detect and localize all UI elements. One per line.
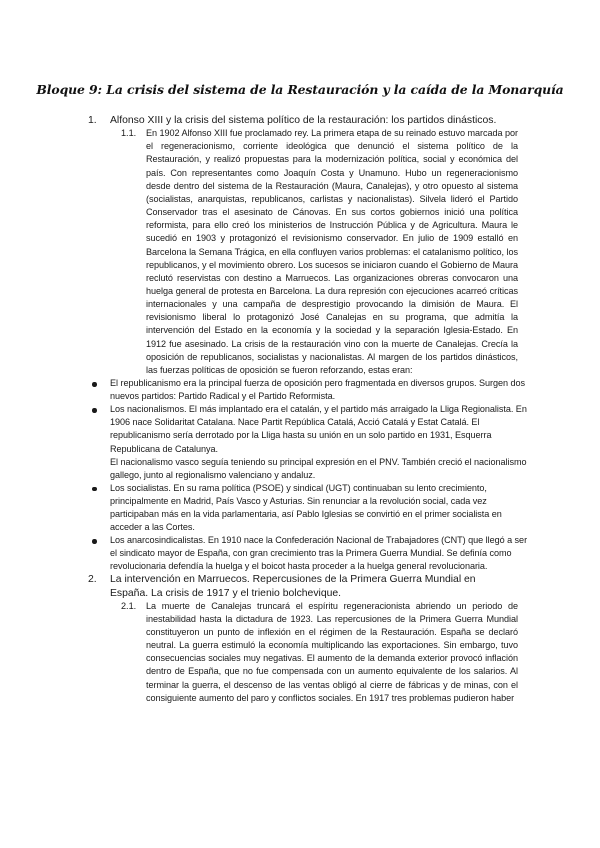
section-heading: Alfonso XIII y la crisis del sistema político de la restauración: los partidos dinásticos. [110, 115, 497, 126]
subsection-2-1 [0, 600, 600, 705]
section-number: 2. [88, 574, 97, 586]
list-item-extra-text: El nacionalismo vasco seguía teniendo su principal expresión en el PNV. También creció el nacionalismo gallego, junto al regionalismo valenciano y andaluz. [110, 456, 527, 480]
list-item [0, 534, 600, 573]
bullet-icon [92, 487, 97, 492]
section-heading: La intervención en Marruecos. Repercusiones de la Primera Guerra Mundial en España. La crisis de 1917 y el trienio bolchevique. [110, 574, 476, 599]
list-item-text: El republicanismo era la principal fuerza de oposición pero fragmentada en diversos grupos. Surgen dos nuevos partidos: Partido Radical y el Partido Reformista. [110, 378, 525, 402]
subsection-number: 1.1. [121, 128, 137, 139]
subsection-paragraph: En 1902 Alfonso XIII fue proclamado rey. La primera etapa de su reinado estuvo marcada por el regeneracionismo, corriente ideológica que denunció el sistema político de la Restauración, y realizó propuestas para la modernización política, social y económica del país. Con representantes como Joaquín Costa y Unamuno. Hubo un regeneracionismo desde dentro del sistema de la Restauración (Maura, Canalejas), y otro opuesto al sistema (socialistas, anarquistas, republicanos, carlistas y nacionalistas). Silvela lideró el Partido Conservador tras el asesinato de Cánovas. En sus cortos gobiernos inició una política reformista, para ello creó los ministerios de Instrucción Pública y de Agricultura. Maura le sucedió en 1903 y protagonizó el revisionismo conservador. En julio de 1909 estalló en Barcelona la Semana Trágica, en ella confluyen varios problemas: el catalanismo político, los republicanos, y el movimiento obrero. Los sucesos se iniciaron cuando el Gobierno de Maura reclutó reservistas con destino a Marruecos. Las organizaciones obreras convocaron una huelga general de protesta en Barcelona. La dura represión con ejecuciones acarreó críticas internacionales y una campaña de desprestigio provocando la dimisión de Maura. El revisionismo liberal lo protagonizó José Canalejas en su programa, que admitía la intervención del Estado en la economía y la sociedad y la separación Iglesia-Estado. En 1912 fue asesinado. La crisis de la restauración vino con la muerte de Canalejas. Crecía la oposición de republicanos, socialistas y nacionalistas. Al margen de los partidos dinásticos, las fuerzas políticas de oposición se fueron reforzando, estas eran: [146, 128, 518, 375]
list-item [0, 403, 600, 482]
section-number: 1. [88, 115, 97, 126]
list-item-text: Los socialistas. En su rama política (PSOE) y sindical (UGT) continuaban su lento crecimiento, principalmente en Madrid, País Vasco y Asturias. Sin renunciar a la revolución social, cada vez participaban más en la vida parlamentaria, así Pablo Iglesias se convirtió en el primer socialista en acceder a las Cortes. [110, 482, 502, 533]
subsection-paragraph: La muerte de Canalejas truncará el espíritu regeneracionista abriendo un periodo de inestabilidad hasta la dictadura de 1923. Las repercusiones de la Primera Guerra Mundial constituyeron un punto de inflexión en el régimen de la Restauración. España se declaró neutral. La guerra estimuló la economía multiplicando las exportaciones. Sin embargo, tuvo consecuencias sociales muy negativas. El aumento de la demanda exterior provocó inflación dentro de España, que no fue compensada con un aumento equivalente de los salarios. Al terminar la guerra, el descenso de las ventas obligó al cierre de fábricas y de minas, con el consiguiente aumento del paro y conflictos sociales. En 1917 tres problemas pudieron haber [146, 600, 518, 703]
bullet-icon [92, 539, 97, 544]
section-2 [0, 573, 600, 599]
subsection-1-1 [0, 127, 600, 377]
list-item [0, 377, 600, 403]
list-item-text: Los nacionalismos. El más implantado era el catalán, y el partido más arraigado la Lliga Regionalista. En 1906 nace Solidaritat Catalana. Nace Partit República Catalá, Acció Catalá y Estat Catalá. El republicanismo sería derrotado por la Lliga hasta su unión en un solo partido en 1931, Esquerra Republicana de Catalunya. [110, 404, 527, 454]
bullet-icon [92, 408, 97, 413]
list-item-text: Los anarcosindicalistas. En 1910 nace la Confederación Nacional de Trabajadores (CNT) que llegó a ser el sindicato mayor de España, con gran crecimiento tras la Primera Guerra Mundial. Se definía como revolucionaria defendía la huelga y el boicot hasta proceder a la huelga general revolucionaria. [110, 535, 528, 572]
opposition-forces-list [0, 377, 600, 573]
list-item [0, 482, 600, 534]
subsection-number: 2.1. [121, 600, 137, 611]
document-title: Bloque 9: La crisis del sistema de la Restauración y la caída de la Monarquía [36, 82, 564, 97]
section-1 [0, 114, 600, 127]
bullet-icon [92, 382, 97, 387]
document-body [0, 114, 600, 705]
